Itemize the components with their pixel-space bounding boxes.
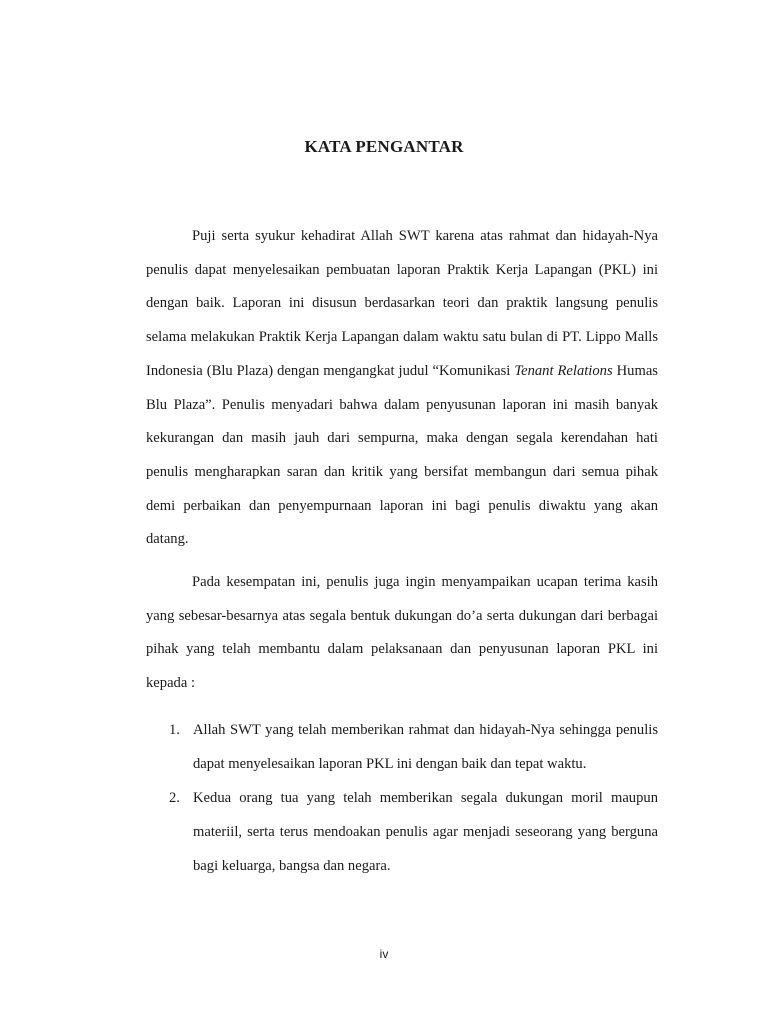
page-number: iv	[379, 947, 389, 961]
paragraph-intro-part2: Humas Blu Plaza”. Penulis menyadari bahwa dalam penyusunan laporan ini masih banyak kekurangan dan masih jauh dari sempurna, maka dengan segala kerendahan hati penulis mengharapkan saran dan kritik yang bersifat membangun dari semua pihak demi perbaikan dan penyempurnaan laporan ini bagi penulis diwaktu yang akan datang.	[146, 362, 658, 548]
page-title: KATA PENGANTAR	[304, 137, 464, 156]
list-item	[146, 782, 658, 883]
list-item-number: 2.	[169, 790, 180, 807]
paragraph-intro-part1: Puji serta syukur kehadirat Allah SWT karena atas rahmat dan hidayah-Nya penulis dapat menyelesaikan pembuatan laporan Praktik Kerja Lapangan (PKL) ini dengan baik. Laporan ini disusun berdasarkan teori dan praktik langsung penulis selama melakukan Praktik Kerja Lapangan dalam waktu satu bulan di PT. Lippo Malls Indonesia (Blu Plaza) dengan mengangkat judul “Komunikasi	[146, 228, 658, 379]
paragraph-intro	[146, 220, 658, 557]
list-item-text: Allah SWT yang telah memberikan rahmat dan hidayah-Nya sehingga penulis dapat menyelesaikan laporan PKL ini dengan baik dan tepat waktu.	[193, 722, 658, 772]
list-item-text: Kedua orang tua yang telah memberikan segala dukungan moril maupun materiil, serta terus mendoakan penulis agar menjadi seseorang yang berguna bagi keluarga, bangsa dan negara.	[193, 790, 658, 874]
list-item-number: 1.	[169, 722, 180, 738]
thanks-list	[146, 714, 658, 885]
paragraph-intro-italic: Tenant Relations	[514, 362, 613, 379]
list-item	[146, 714, 658, 781]
paragraph-thanks: Pada kesempatan ini, penulis juga ingin menyampaikan ucapan terima kasih yang sebesar-besarnya atas segala bentuk dukungan do’a serta dukungan dari berbagai pihak yang telah membantu dalam pelaksanaan dan penyusunan laporan PKL ini kepada :	[146, 574, 658, 692]
